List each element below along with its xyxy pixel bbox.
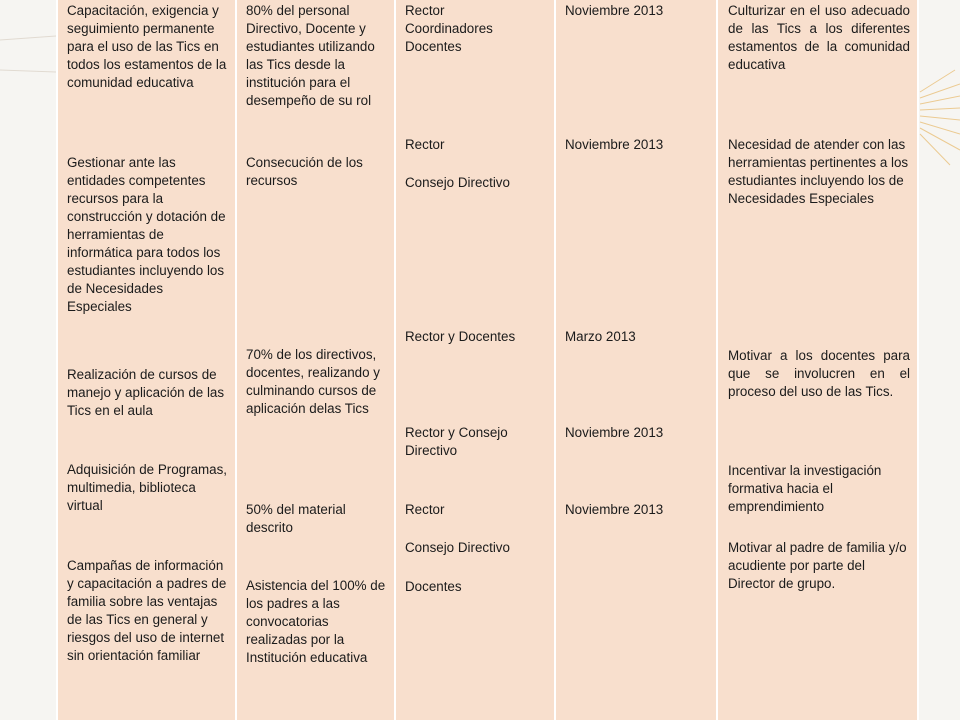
table-cell: Motivar a los docentes para que se involucren en el proceso del uso de las Tics.	[728, 348, 910, 399]
table-cell: Consejo Directivo	[405, 540, 510, 555]
table-cell: 70% de los directivos, docentes, realizando y culminando cursos de aplicación delas Tics	[246, 347, 380, 416]
column-justificacion	[718, 0, 919, 720]
table-cell: Noviembre 2013	[565, 137, 664, 152]
table-cell: Rector	[405, 137, 445, 152]
plan-table	[56, 0, 919, 720]
table-cell: Necesidad de atender con las herramientas pertinentes a los estudiantes incluyendo los de Necesidades Especiales	[728, 137, 909, 206]
table-cell: Incentivar la investigación formativa hacia el emprendimiento	[728, 463, 882, 514]
table-cell: Consejo Directivo	[405, 175, 510, 190]
table-cell: Noviembre 2013	[565, 502, 664, 517]
table-cell: Marzo 2013	[565, 329, 636, 344]
table-cell: Noviembre 2013	[565, 3, 664, 18]
table-cell: Gestionar ante las entidades competentes recursos para la construcción y dotación de herramientas de informática para todos los estudiantes incluyendo los de Necesidades Especiales	[67, 155, 226, 314]
table-cell: Consecución de los recursos	[246, 155, 363, 188]
table-cell: Adquisición de Programas, multimedia, biblioteca virtual	[67, 462, 228, 513]
table-cell: Docentes	[405, 579, 462, 594]
table-cell: 80% del personal Directivo, Docente y estudiantes utilizando las Tics desde la institución para el desempeño de su rol	[246, 3, 375, 108]
table-cell: Asistencia del 100% de los padres a las convocatorias realizadas por la Institución educativa	[246, 578, 386, 665]
table-cell: Culturizar en el uso adecuado de las Tics a los diferentes estamentos de la comunidad educativa	[728, 3, 910, 72]
column-fechas	[556, 0, 718, 720]
table-cell: Noviembre 2013	[565, 425, 664, 440]
table-cell: Campañas de información y capacitación a padres de familia sobre las ventajas de las Tics en general y riesgos del uso de internet sin orientación familiar	[67, 558, 227, 663]
table-cell: Motivar al padre de familia y/o acudiente por parte del Director de grupo.	[728, 540, 907, 591]
column-metas	[237, 0, 396, 720]
table-cell: Rector	[405, 502, 445, 517]
table-cell: Capacitación, exigencia y seguimiento permanente para el uso de las Tics en todos los estamentos de la comunidad educativa	[67, 3, 227, 90]
column-responsables	[396, 0, 556, 720]
table-cell: Rector y Consejo Directivo	[405, 425, 508, 458]
table-cell: Rector y Docentes	[405, 329, 516, 344]
column-actividades	[58, 0, 237, 720]
table-cell: 50% del material descrito	[246, 502, 346, 535]
table-cell: Realización de cursos de manejo y aplicación de las Tics en el aula	[67, 367, 225, 418]
table-cell: Rector Coordinadores Docentes	[405, 3, 493, 54]
